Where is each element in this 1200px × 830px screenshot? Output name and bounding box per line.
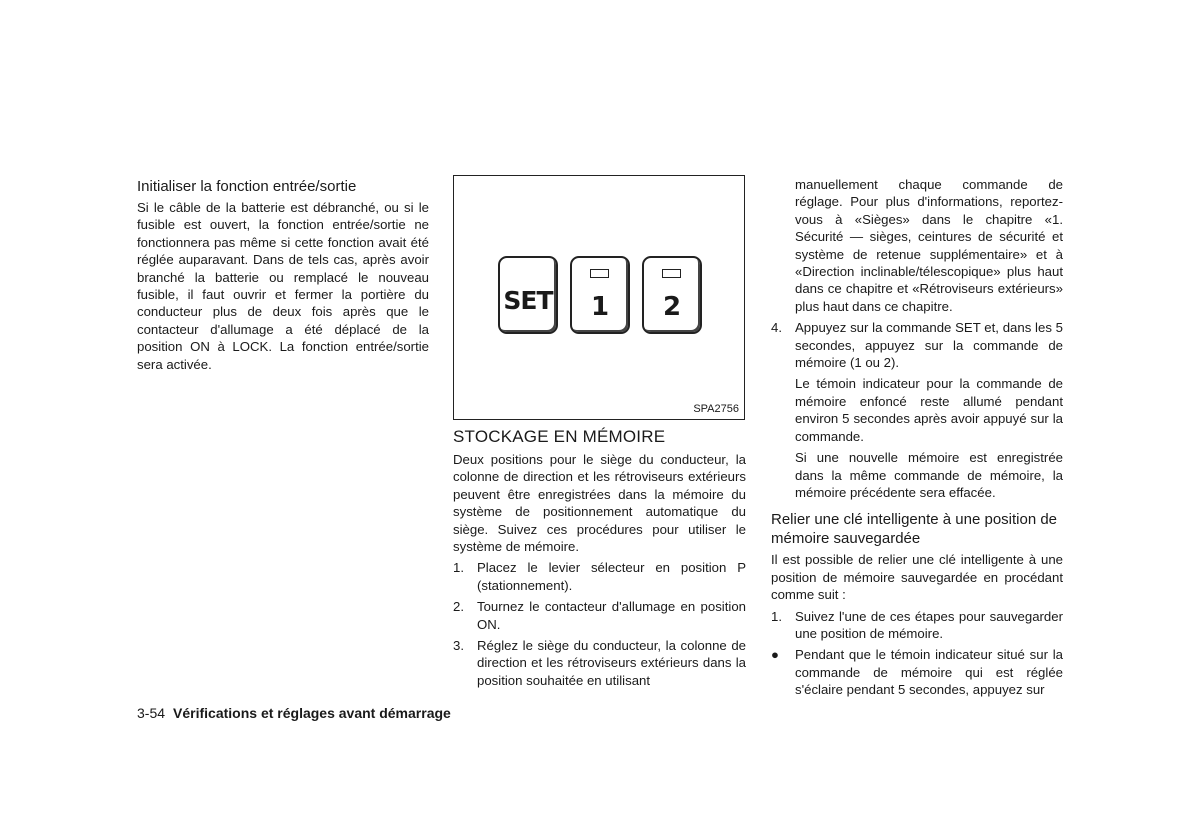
indicator-light-icon bbox=[590, 269, 609, 278]
paragraph-overwrite-note: Si une nouvelle mémoire est enregistrée dans la même commande de mémoire, la mémoire précédente sera effacée. bbox=[795, 450, 1063, 500]
bullet-icon: ● bbox=[771, 647, 779, 663]
list-item: 1. Suivez l'une de ces étapes pour sauvegarder une position de mémoire. bbox=[771, 608, 1063, 641]
paragraph-step3-continuation: manuellement chaque commande de réglage. Pour plus d'informations, reportez-vous à «Sièges» dans le chapitre «1. Sécurité — sièges, ceintures de sécurité et système de retenue supplémentaire» et à «Direction inclinable/télescopique» plus haut dans ce chapitre et «Rétroviseurs extérieurs» plus haut dans ce chapitre. bbox=[795, 177, 1063, 314]
column-middle bbox=[453, 426, 746, 693]
column-left bbox=[137, 177, 429, 373]
section-heading-memory-storage: STOCKAGE EN MÉMOIRE bbox=[453, 427, 666, 446]
paragraph-memory-intro: Deux positions pour le siège du conducteur, la colonne de direction et les rétroviseurs extérieurs peuvent être enregistrées dans la mémoire du système de positionnement automatique du siège. Suivez ces procédures pour utiliser le système de mémoire. bbox=[453, 452, 746, 555]
paragraph-indicator-note: Le témoin indicateur pour la commande de mémoire enfoncé reste allumé pendant environ 5 secondes après avoir appuyé sur la commande. bbox=[795, 376, 1063, 444]
list-item: 3. Réglez le siège du conducteur, la colonne de direction et les rétroviseurs extérieurs dans la position souhaitée en utilisant bbox=[453, 638, 746, 688]
list-item: 1. Placez le levier sélecteur en position P (stationnement). bbox=[453, 560, 746, 593]
section-heading-entry-exit: Initialiser la fonction entrée/sortie bbox=[137, 178, 357, 195]
set-button-illustration bbox=[498, 256, 558, 334]
memory-2-key-label: 2 bbox=[662, 292, 682, 322]
column-right bbox=[771, 176, 1063, 703]
list-item: 2. Tournez le contacteur d'allumage en position ON. bbox=[453, 599, 746, 632]
paragraph-link-key-intro: Il est possible de relier une clé intelligente à une position de mémoire sauvegardée en procédant comme suit : bbox=[771, 552, 1063, 603]
section-heading-link-key: Relier une clé intelligente à une position de mémoire sauvegardée bbox=[771, 511, 1058, 548]
memory-switch-figure bbox=[453, 175, 745, 420]
paragraph-entry-exit: Si le câble de la batterie est débranché, ou si le fusible est ouvert, la fonction entrée/sortie ne fonctionnera pas même si cette fonction avait été réglée auparavant. Dans de tels cas, après avoir branché la batterie ou remplacé le nouveau fusible, il faut ouvrir et fermer la portière du conducteur plus de deux fois après que le contacteur d'allumage a été déplacé de la position ON à LOCK. La fonction entrée/sortie sera activée. bbox=[137, 200, 429, 372]
indicator-light-icon bbox=[662, 269, 681, 278]
figure-code: SPA2756 bbox=[693, 403, 739, 415]
list-item: 4. Appuyez sur la commande SET et, dans les 5 secondes, appuyez sur la commande de mémoire (1 ou 2). bbox=[771, 320, 1063, 371]
link-key-steps bbox=[771, 608, 1063, 699]
page-footer bbox=[137, 704, 451, 722]
chapter-title: Vérifications et réglages avant démarrage bbox=[173, 705, 451, 721]
memory-1-key-label: 1 bbox=[590, 292, 610, 322]
list-item: ● Pendant que le témoin indicateur situé sur la commande de mémoire qui est réglée s'éclaire pendant 5 secondes, appuyez sur bbox=[771, 647, 1063, 698]
set-key-label: SET bbox=[503, 286, 553, 315]
page-number: 3-54 bbox=[137, 705, 166, 721]
memory-2-button-illustration bbox=[642, 256, 702, 334]
steps-list bbox=[453, 559, 746, 689]
steps-list-continued bbox=[771, 319, 1063, 371]
memory-1-button-illustration bbox=[570, 256, 630, 334]
